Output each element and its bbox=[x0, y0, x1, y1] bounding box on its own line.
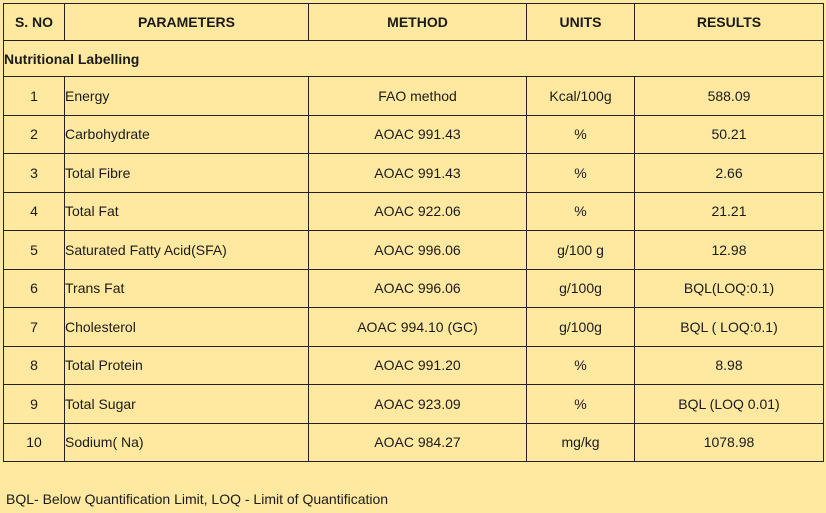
cell-result: 588.09 bbox=[635, 77, 824, 116]
section-row bbox=[4, 41, 824, 77]
cell-sno: 1 bbox=[4, 77, 65, 116]
table-header bbox=[4, 4, 824, 41]
table-row bbox=[4, 346, 824, 385]
cell-result: 8.98 bbox=[635, 346, 824, 385]
cell-result: 1078.98 bbox=[635, 423, 824, 462]
cell-method: AOAC 994.10 (GC) bbox=[309, 308, 527, 347]
cell-result: 2.66 bbox=[635, 154, 824, 193]
header-units: UNITS bbox=[527, 4, 635, 41]
table-row bbox=[4, 77, 824, 116]
cell-units: % bbox=[527, 192, 635, 231]
header-parameters: PARAMETERS bbox=[65, 4, 309, 41]
cell-units: g/100g bbox=[527, 269, 635, 308]
section-title: Nutritional Labelling bbox=[4, 41, 824, 77]
cell-units: % bbox=[527, 115, 635, 154]
cell-method: AOAC 996.06 bbox=[309, 269, 527, 308]
table-row bbox=[4, 308, 824, 347]
cell-units: g/100g bbox=[527, 308, 635, 347]
cell-sno: 10 bbox=[4, 423, 65, 462]
cell-units: g/100 g bbox=[527, 231, 635, 270]
table-row bbox=[4, 385, 824, 424]
cell-units: % bbox=[527, 346, 635, 385]
header-row bbox=[4, 4, 824, 41]
header-results: RESULTS bbox=[635, 4, 824, 41]
cell-parameter: Carbohydrate bbox=[65, 115, 309, 154]
cell-result: BQL ( LOQ:0.1) bbox=[635, 308, 824, 347]
cell-method: AOAC 991.43 bbox=[309, 115, 527, 154]
footnote: BQL- Below Quantification Limit, LOQ - Limit of Quantification bbox=[6, 491, 389, 507]
table-row bbox=[4, 192, 824, 231]
cell-parameter: Cholesterol bbox=[65, 308, 309, 347]
cell-result: 21.21 bbox=[635, 192, 824, 231]
cell-parameter: Total Sugar bbox=[65, 385, 309, 424]
cell-parameter: Trans Fat bbox=[65, 269, 309, 308]
cell-parameter: Total Fibre bbox=[65, 154, 309, 193]
cell-result: BQL(LOQ:0.1) bbox=[635, 269, 824, 308]
cell-parameter: Total Protein bbox=[65, 346, 309, 385]
cell-method: FAO method bbox=[309, 77, 527, 116]
cell-sno: 8 bbox=[4, 346, 65, 385]
cell-sno: 7 bbox=[4, 308, 65, 347]
cell-parameter: Energy bbox=[65, 77, 309, 116]
cell-method: AOAC 923.09 bbox=[309, 385, 527, 424]
header-sno: S. NO bbox=[4, 4, 65, 41]
table-row bbox=[4, 423, 824, 462]
cell-method: AOAC 996.06 bbox=[309, 231, 527, 270]
table-row bbox=[4, 115, 824, 154]
cell-parameter: Total Fat bbox=[65, 192, 309, 231]
cell-sno: 3 bbox=[4, 154, 65, 193]
cell-method: AOAC 922.06 bbox=[309, 192, 527, 231]
cell-parameter: Sodium( Na) bbox=[65, 423, 309, 462]
cell-sno: 6 bbox=[4, 269, 65, 308]
cell-result: 50.21 bbox=[635, 115, 824, 154]
cell-result: 12.98 bbox=[635, 231, 824, 270]
cell-method: AOAC 984.27 bbox=[309, 423, 527, 462]
table-row bbox=[4, 269, 824, 308]
cell-units: Kcal/100g bbox=[527, 77, 635, 116]
cell-sno: 9 bbox=[4, 385, 65, 424]
cell-units: mg/kg bbox=[527, 423, 635, 462]
cell-method: AOAC 991.43 bbox=[309, 154, 527, 193]
table-row bbox=[4, 231, 824, 270]
table-body bbox=[4, 41, 824, 462]
table-row bbox=[4, 154, 824, 193]
cell-sno: 2 bbox=[4, 115, 65, 154]
cell-units: % bbox=[527, 154, 635, 193]
cell-result: BQL (LOQ 0.01) bbox=[635, 385, 824, 424]
cell-parameter: Saturated Fatty Acid(SFA) bbox=[65, 231, 309, 270]
cell-units: % bbox=[527, 385, 635, 424]
cell-method: AOAC 991.20 bbox=[309, 346, 527, 385]
results-table bbox=[3, 3, 824, 462]
cell-sno: 5 bbox=[4, 231, 65, 270]
header-method: METHOD bbox=[309, 4, 527, 41]
cell-sno: 4 bbox=[4, 192, 65, 231]
